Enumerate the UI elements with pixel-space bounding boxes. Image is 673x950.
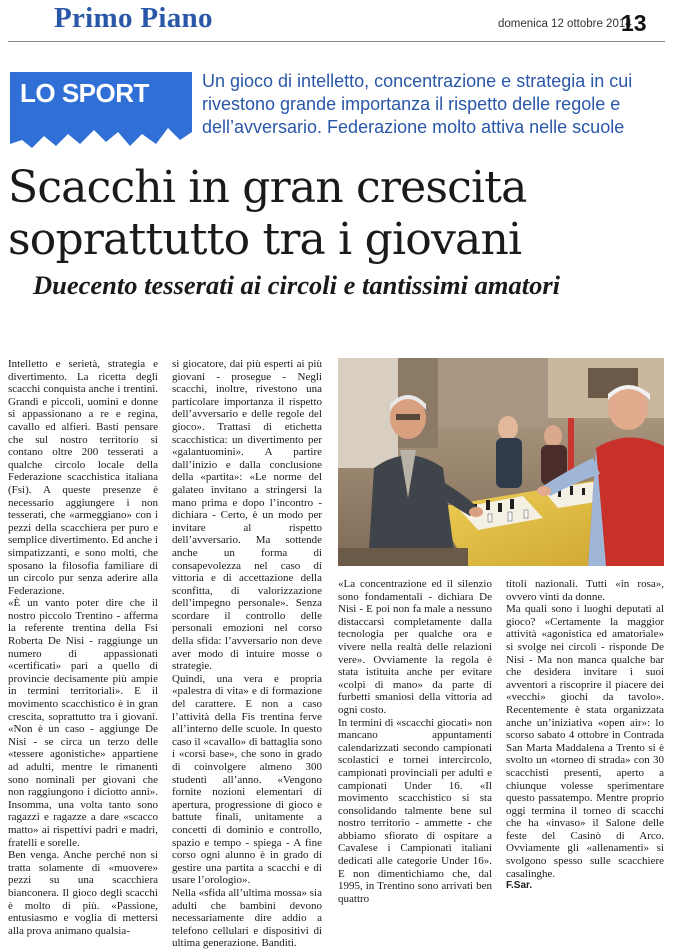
section-kicker: LO SPORT [20,78,149,108]
paragraph: Intelletto e serietà, strategia e divertimento. La ricetta degli scacchi conquista anche i trentini. Grandi e piccoli, uomini e donne si appassionano a re e regina, cavallo ed alfieri. Basti pensare che sul nostro territorio si contano oltre 200 tesserati a qualche circolo locale della Federazione scacchistica italiana (Fsi). A queste presenze è necessario aggiungere i non tesserati, che «armeggiano» con i pezzi della scacchiera per puro e semplice divertimento. Ed anche i simpatizzanti, e sono molti, che sposano la filosofia familiare di un circolo pur senza aderire alla Federazione. [8,358,158,597]
article-subheadline: Duecento tesserati ai circoli e tantissimi amatori [33,270,561,300]
paragraph: In termini di «scacchi giocati» non mancano appuntamenti calendarizzati secondo campionati scolastici e tornei intercircolo, campionati provinciali per adulti e campionati Under 16. «Il movimento scacchistico si sta consolidando talmente bene sul nostro territorio - ammette - che abbiamo sfiorato di ospitare a Cavalese i Campionati italiani dedicati alle categorie Under 16». E non dimentichiamo che, dal 1995, in Trentino sono arrivati ben quattro [338,716,492,905]
section-kicker-box [10,72,192,156]
paragraph: Quindi, una vera e propria «palestra di vita» e di formazione del carattere. E non a caso l’attività della Fis trentina ferve all’interno delle scuole. In questo caso il «cavallo» di battaglia sono i «corsi base», che sono in grado di coinvolgere almeno 300 studenti all’anno. «Vengono fornite nozioni elementari di apertura, progressione di gioco e battute finali, unitamente a concetti di dominio e controllo, spazio e tempo - spiega - A fine corso ogni alunno è in grado di gestire una partita a scacchi e di usare l’orologio». [172,672,322,887]
paragraph: Ben venga. Anche perché non si tratta solamente di «muovere» pezzi su una scacchiera bianconera. Il gioco degli scacchi è molto di più. «Passione, entusiasmo e voglia di mettersi alla prova animano qualsia- [8,849,158,937]
paragraph: «È un vanto poter dire che il nostro piccolo Trentino - afferma la referente trentina della Fsi Roberta De Nisi - raggiunge un numero di appassionati «certificati» pari a quello di provincie decisamente più ampie in termini territoriali». E il movimento scacchistico è in gran crescita, soprattutto tra i giovani. «Non è un caso - aggiunge De Nisi - se circa un terzo delle «tessere agonistiche» appartiene ad adulti, mentre le rimanenti sono nominali per giovani che non raggiungono i diciotto anni». Insomma, una volta tanto sono ragazzi e ragazze a dare «scacco matto» ai rispettivi padri e madri, fratelli e sorelle. [8,597,158,849]
section-title: Primo Piano [54,2,213,34]
article-column-1 [8,358,158,937]
article-headline [8,162,668,266]
article-column-3 [338,578,492,905]
masthead [0,0,673,40]
article-column-4 [506,578,664,893]
photo-illustration [338,358,664,566]
headline-line-2: soprattutto tra i giovani [8,214,522,265]
article-summary: Un gioco di intelletto, concentrazione e strategia in cui rivestono grande importanza il rispetto delle regole e dell’avversario. Federazione molto attiva nelle scuole [202,71,633,137]
issue-date: domenica 12 ottobre 2014 [498,18,632,30]
article-byline: F.Sar. [506,880,533,892]
masthead-divider [8,41,665,42]
paragraph: si giocatore, dai più esperti ai più giovani - prosegue - Negli scacchi, inoltre, rivestono una particolare importanza il rispetto dell’avversario e delle regole del gioco». Trattasi di etichetta scacchistica: un divertimento per «galantuomini». A partire dall’inizio e dalla conclusione della «partita»: «Le norme del galateo invitano a stringersi la mano prima e dopo l’incontro - dichiara - Certo, è un modo per invitare al rispetto dell’avversario. Ma sottende anche un forma di consapevolezza nel caso di vittoria e di accettazione della sconfitta, di valorizzazione dell’impegno personale». Senza scordare il controllo delle personali emozioni nel corso della sfida: l’avversario non deve aver modo di intuire mosse o strategie. [172,358,322,673]
paragraph: titoli nazionali. Tutti «in rosa», ovvero vinti da donne. [506,578,664,603]
chess-players-photo [338,358,664,566]
page-number: 13 [621,10,647,36]
paragraph: «La concentrazione ed il silenzio sono fondamentali - dichiara De Nisi - E poi non fa male a nessuno distaccarsi completamente dalla tecnologia per qualche ora e vivere nella realtà delle relazioni vere». Ovviamente la regola è stata istituita anche per evitare «colpi di mano» da parte di furbetti smaniosi della vittoria ad ogni costo. [338,578,492,716]
torn-edge-decoration [10,122,192,156]
paragraph: Nella «sfida all’ultima mossa» sia adulti che bambini devono necessariamente dire addio a telefono cellulari e dispositivi di ultima generazione. Banditi. [172,886,322,950]
article-column-2 [172,358,322,950]
headline-line-1: Scacchi in gran crescita [8,162,527,213]
paragraph: Ma quali sono i luoghi deputati al gioco? «Certamente la maggior attività «agonistica ed amatoriale» si svolge nei circoli - risponde De Nisi - Ma non manca qualche bar che desidera invitare i suoi avventori a riscoprire il piacere dei «vecchi» giochi da tavolo». Recentemente è stata organizzata anche un’iniziativa «open air»: lo scorso sabato 4 ottobre in Contrada San Marta Maddalena a Trento si è svolto un «torneo di strada» con 30 scacchisti presenti, aperto a chiunque volesse sperimentare questo passatempo. Mentre proprio oggi termina il torneo di scacchi che ha «invaso» il Salone delle feste del Casinò di Arco. Ovviamente gli «allenamenti» si svolgono spesso sulle scacchiere casalinghe. [506,603,664,880]
